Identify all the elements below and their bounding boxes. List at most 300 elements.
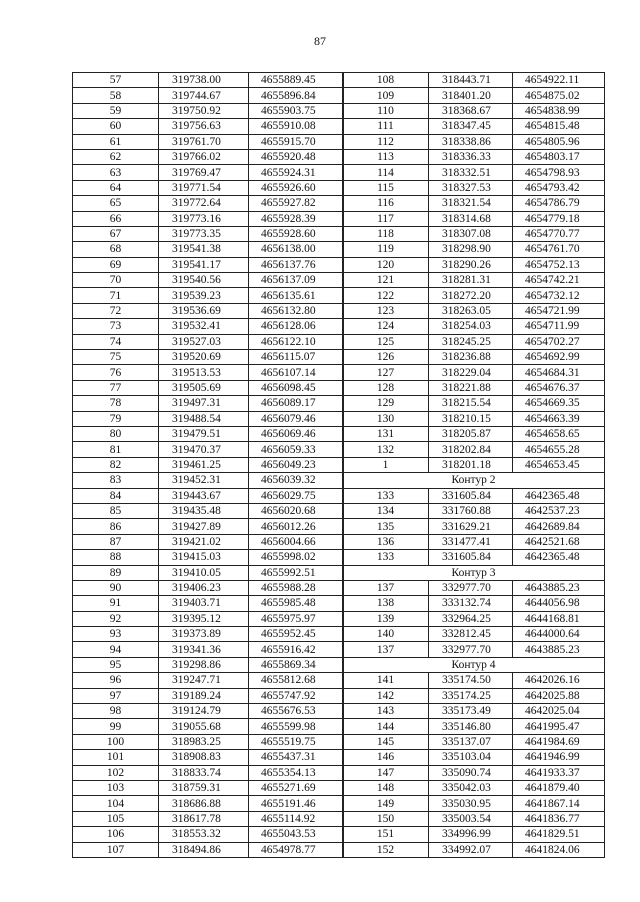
point-number: 137 [343, 580, 429, 595]
point-number: 114 [343, 165, 429, 180]
table-row [73, 719, 344, 734]
point-number: 107 [73, 842, 159, 857]
point-number: 93 [73, 627, 159, 642]
x-coordinate: 318983.25 [159, 734, 249, 749]
point-number: 62 [73, 149, 159, 164]
x-coordinate: 318298.90 [429, 242, 513, 257]
y-coordinate: 4641836.77 [513, 811, 605, 826]
table-row [73, 380, 344, 395]
y-coordinate: 4654798.93 [513, 165, 605, 180]
table-row [343, 180, 605, 195]
point-number: 138 [343, 596, 429, 611]
point-number: 65 [73, 196, 159, 211]
y-coordinate: 4656069.46 [249, 426, 344, 441]
table-row [73, 303, 344, 318]
point-number: 80 [73, 426, 159, 441]
table-row [73, 550, 344, 565]
point-number: 88 [73, 550, 159, 565]
y-coordinate: 4656059.33 [249, 442, 344, 457]
x-coordinate: 318201.18 [429, 457, 513, 472]
x-coordinate: 318221.88 [429, 380, 513, 395]
y-coordinate: 4642689.84 [513, 519, 605, 534]
table-row [343, 611, 605, 626]
table-row [343, 411, 605, 426]
x-coordinate: 335090.74 [429, 765, 513, 780]
x-coordinate: 319540.56 [159, 273, 249, 288]
y-coordinate: 4655747.92 [249, 688, 344, 703]
y-coordinate: 4655928.39 [249, 211, 344, 226]
point-number: 119 [343, 242, 429, 257]
y-coordinate: 4642025.88 [513, 688, 605, 703]
y-coordinate: 4656012.26 [249, 519, 344, 534]
y-coordinate: 4644168.81 [513, 611, 605, 626]
x-coordinate: 331477.41 [429, 534, 513, 549]
x-coordinate: 318321.54 [429, 196, 513, 211]
y-coordinate: 4656049.23 [249, 457, 344, 472]
x-coordinate: 319189.24 [159, 688, 249, 703]
table-row [343, 196, 605, 211]
y-coordinate: 4654655.28 [513, 442, 605, 457]
table-row [73, 734, 344, 749]
x-coordinate: 334992.07 [429, 842, 513, 857]
y-coordinate: 4655992.51 [249, 565, 344, 580]
point-number: 78 [73, 396, 159, 411]
y-coordinate: 4655998.02 [249, 550, 344, 565]
x-coordinate: 319520.69 [159, 350, 249, 365]
x-coordinate: 319773.16 [159, 211, 249, 226]
y-coordinate: 4654875.02 [513, 88, 605, 103]
point-number: 142 [343, 688, 429, 703]
table-row [73, 827, 344, 842]
y-coordinate: 4644000.64 [513, 627, 605, 642]
y-coordinate: 4656079.46 [249, 411, 344, 426]
point-number: 60 [73, 119, 159, 134]
y-coordinate: 4656020.68 [249, 503, 344, 518]
point-number: 87 [73, 534, 159, 549]
x-coordinate: 319461.25 [159, 457, 249, 472]
point-number: 61 [73, 134, 159, 149]
x-coordinate: 318327.53 [429, 180, 513, 195]
table-row [73, 273, 344, 288]
y-coordinate: 4655924.31 [249, 165, 344, 180]
point-number: 131 [343, 426, 429, 441]
x-coordinate: 331629.21 [429, 519, 513, 534]
point-number: 99 [73, 719, 159, 734]
point-number: 105 [73, 811, 159, 826]
table-row [343, 842, 605, 857]
y-coordinate: 4654669.35 [513, 396, 605, 411]
y-coordinate: 4655599.98 [249, 719, 344, 734]
table-row [73, 88, 344, 103]
table-row [73, 411, 344, 426]
table-row [73, 519, 344, 534]
table-row [343, 211, 605, 226]
point-number: 118 [343, 226, 429, 241]
table-row [73, 796, 344, 811]
x-coordinate: 319443.67 [159, 488, 249, 503]
point-number: 69 [73, 257, 159, 272]
y-coordinate: 4656137.09 [249, 273, 344, 288]
x-coordinate: 319298.86 [159, 657, 249, 672]
table-row [73, 396, 344, 411]
table-row [343, 780, 605, 795]
point-number: 70 [73, 273, 159, 288]
y-coordinate: 4654838.99 [513, 103, 605, 118]
table-row [73, 334, 344, 349]
table-row [73, 750, 344, 765]
point-number: 147 [343, 765, 429, 780]
point-number: 92 [73, 611, 159, 626]
y-coordinate: 4654711.99 [513, 319, 605, 334]
table-row [343, 734, 605, 749]
y-coordinate: 4641946.99 [513, 750, 605, 765]
point-number: 127 [343, 365, 429, 380]
table-row [343, 396, 605, 411]
table-row [343, 88, 605, 103]
point-number: 130 [343, 411, 429, 426]
y-coordinate: 4654805.96 [513, 134, 605, 149]
point-number: 90 [73, 580, 159, 595]
y-coordinate: 4655676.53 [249, 704, 344, 719]
y-coordinate: 4654692.99 [513, 350, 605, 365]
x-coordinate: 319505.69 [159, 380, 249, 395]
table-row [73, 673, 344, 688]
point-number: 125 [343, 334, 429, 349]
x-coordinate: 319415.03 [159, 550, 249, 565]
table-row [343, 596, 605, 611]
y-coordinate: 4654978.77 [249, 842, 344, 857]
point-number: 116 [343, 196, 429, 211]
x-coordinate: 318494.86 [159, 842, 249, 857]
y-coordinate: 4655916.42 [249, 642, 344, 657]
x-coordinate: 332812.45 [429, 627, 513, 642]
table-row [73, 642, 344, 657]
x-coordinate: 318833.74 [159, 765, 249, 780]
table-row [343, 719, 605, 734]
y-coordinate: 4655869.34 [249, 657, 344, 672]
section-title: Контур 2 [343, 473, 605, 488]
table-row [73, 473, 344, 488]
x-coordinate: 319527.03 [159, 334, 249, 349]
y-coordinate: 4656004.66 [249, 534, 344, 549]
table-row [343, 273, 605, 288]
point-number: 124 [343, 319, 429, 334]
x-coordinate: 335174.50 [429, 673, 513, 688]
table-row [343, 519, 605, 534]
table-row [73, 226, 344, 241]
y-coordinate: 4641879.40 [513, 780, 605, 795]
table-row [73, 180, 344, 195]
point-number: 143 [343, 704, 429, 719]
x-coordinate: 318553.32 [159, 827, 249, 842]
point-number: 72 [73, 303, 159, 318]
table-row [73, 242, 344, 257]
x-coordinate: 319479.51 [159, 426, 249, 441]
point-number: 91 [73, 596, 159, 611]
point-number: 146 [343, 750, 429, 765]
point-number: 106 [73, 827, 159, 842]
y-coordinate: 4655812.68 [249, 673, 344, 688]
y-coordinate: 4654779.18 [513, 211, 605, 226]
x-coordinate: 332964.25 [429, 611, 513, 626]
x-coordinate: 319756.63 [159, 119, 249, 134]
y-coordinate: 4643885.23 [513, 580, 605, 595]
table-row [343, 796, 605, 811]
y-coordinate: 4654732.12 [513, 288, 605, 303]
table-row [73, 103, 344, 118]
table-row [73, 580, 344, 595]
y-coordinate: 4641995.47 [513, 719, 605, 734]
x-coordinate: 319513.53 [159, 365, 249, 380]
y-coordinate: 4655271.69 [249, 780, 344, 795]
table-row [73, 842, 344, 857]
coordinates-table-right [342, 72, 605, 858]
table-row [343, 319, 605, 334]
y-coordinate: 4655926.60 [249, 180, 344, 195]
x-coordinate: 319761.70 [159, 134, 249, 149]
point-number: 141 [343, 673, 429, 688]
y-coordinate: 4642365.48 [513, 488, 605, 503]
point-number: 117 [343, 211, 429, 226]
point-number: 109 [343, 88, 429, 103]
y-coordinate: 4643885.23 [513, 642, 605, 657]
point-number: 133 [343, 488, 429, 503]
table-row [73, 627, 344, 642]
table-row [73, 688, 344, 703]
x-coordinate: 335103.04 [429, 750, 513, 765]
table-row [343, 350, 605, 365]
table-row [73, 503, 344, 518]
table-row [73, 565, 344, 580]
x-coordinate: 334996.99 [429, 827, 513, 842]
x-coordinate: 331605.84 [429, 488, 513, 503]
section-row [343, 473, 605, 488]
x-coordinate: 319769.47 [159, 165, 249, 180]
x-coordinate: 318368.67 [429, 103, 513, 118]
table-row [343, 103, 605, 118]
x-coordinate: 319532.41 [159, 319, 249, 334]
y-coordinate: 4655927.82 [249, 196, 344, 211]
y-coordinate: 4655519.75 [249, 734, 344, 749]
point-number: 112 [343, 134, 429, 149]
point-number: 132 [343, 442, 429, 457]
x-coordinate: 319772.64 [159, 196, 249, 211]
y-coordinate: 4641829.51 [513, 827, 605, 842]
point-number: 137 [343, 642, 429, 657]
point-number: 73 [73, 319, 159, 334]
point-number: 64 [73, 180, 159, 195]
y-coordinate: 4654663.39 [513, 411, 605, 426]
x-coordinate: 319541.38 [159, 242, 249, 257]
point-number: 133 [343, 550, 429, 565]
table-row [343, 550, 605, 565]
x-coordinate: 319373.89 [159, 627, 249, 642]
x-coordinate: 319410.05 [159, 565, 249, 580]
point-number: 149 [343, 796, 429, 811]
y-coordinate: 4656029.75 [249, 488, 344, 503]
point-number: 102 [73, 765, 159, 780]
table-row [343, 380, 605, 395]
table-row [343, 165, 605, 180]
y-coordinate: 4655354.13 [249, 765, 344, 780]
point-number: 79 [73, 411, 159, 426]
point-number: 122 [343, 288, 429, 303]
point-number: 68 [73, 242, 159, 257]
x-coordinate: 319421.02 [159, 534, 249, 549]
section-title: Контур 3 [343, 565, 605, 580]
table-row [73, 119, 344, 134]
x-coordinate: 318443.71 [429, 73, 513, 88]
x-coordinate: 318254.03 [429, 319, 513, 334]
table-row [73, 319, 344, 334]
y-coordinate: 4656098.45 [249, 380, 344, 395]
y-coordinate: 4654684.31 [513, 365, 605, 380]
point-number: 110 [343, 103, 429, 118]
x-coordinate: 318332.51 [429, 165, 513, 180]
y-coordinate: 4642521.68 [513, 534, 605, 549]
y-coordinate: 4655952.45 [249, 627, 344, 642]
table-row [73, 457, 344, 472]
table-row [73, 257, 344, 272]
x-coordinate: 318236.88 [429, 350, 513, 365]
y-coordinate: 4655920.48 [249, 149, 344, 164]
y-coordinate: 4655915.70 [249, 134, 344, 149]
y-coordinate: 4655043.53 [249, 827, 344, 842]
point-number: 151 [343, 827, 429, 842]
y-coordinate: 4655903.75 [249, 103, 344, 118]
table-row [73, 765, 344, 780]
y-coordinate: 4642026.16 [513, 673, 605, 688]
point-number: 108 [343, 73, 429, 88]
point-number: 89 [73, 565, 159, 580]
point-number: 115 [343, 180, 429, 195]
x-coordinate: 319124.79 [159, 704, 249, 719]
y-coordinate: 4654653.45 [513, 457, 605, 472]
point-number: 96 [73, 673, 159, 688]
y-coordinate: 4655896.84 [249, 88, 344, 103]
point-number: 145 [343, 734, 429, 749]
x-coordinate: 318314.68 [429, 211, 513, 226]
y-coordinate: 4644056.98 [513, 596, 605, 611]
x-coordinate: 318245.25 [429, 334, 513, 349]
x-coordinate: 331760.88 [429, 503, 513, 518]
table-row [343, 534, 605, 549]
table-row [343, 119, 605, 134]
point-number: 135 [343, 519, 429, 534]
table-row [343, 288, 605, 303]
table-row [343, 765, 605, 780]
x-coordinate: 319435.48 [159, 503, 249, 518]
y-coordinate: 4656122.10 [249, 334, 344, 349]
point-number: 103 [73, 780, 159, 795]
table-row [73, 611, 344, 626]
x-coordinate: 318202.84 [429, 442, 513, 457]
point-number: 140 [343, 627, 429, 642]
table-row [343, 580, 605, 595]
point-number: 63 [73, 165, 159, 180]
table-row [73, 365, 344, 380]
x-coordinate: 318215.54 [429, 396, 513, 411]
y-coordinate: 4641824.06 [513, 842, 605, 857]
x-coordinate: 318686.88 [159, 796, 249, 811]
y-coordinate: 4641984.69 [513, 734, 605, 749]
table-row [73, 196, 344, 211]
table-row [343, 827, 605, 842]
y-coordinate: 4655985.48 [249, 596, 344, 611]
table-row [73, 165, 344, 180]
x-coordinate: 319488.54 [159, 411, 249, 426]
table-row [73, 426, 344, 441]
point-number: 121 [343, 273, 429, 288]
x-coordinate: 331605.84 [429, 550, 513, 565]
table-row [73, 780, 344, 795]
table-row [343, 257, 605, 272]
y-coordinate: 4655889.45 [249, 73, 344, 88]
x-coordinate: 335173.49 [429, 704, 513, 719]
point-number: 104 [73, 796, 159, 811]
x-coordinate: 319395.12 [159, 611, 249, 626]
x-coordinate: 319247.71 [159, 673, 249, 688]
point-number: 77 [73, 380, 159, 395]
table-row [73, 288, 344, 303]
x-coordinate: 318347.45 [429, 119, 513, 134]
x-coordinate: 319541.17 [159, 257, 249, 272]
table-row [343, 73, 605, 88]
x-coordinate: 318307.08 [429, 226, 513, 241]
point-number: 111 [343, 119, 429, 134]
y-coordinate: 4642365.48 [513, 550, 605, 565]
y-coordinate: 4655975.97 [249, 611, 344, 626]
x-coordinate: 319403.71 [159, 596, 249, 611]
table-row [73, 657, 344, 672]
section-row [343, 657, 605, 672]
point-number: 148 [343, 780, 429, 795]
y-coordinate: 4654752.13 [513, 257, 605, 272]
point-number: 120 [343, 257, 429, 272]
x-coordinate: 335042.03 [429, 780, 513, 795]
point-number: 86 [73, 519, 159, 534]
point-number: 101 [73, 750, 159, 765]
y-coordinate: 4654793.42 [513, 180, 605, 195]
table-row [73, 704, 344, 719]
y-coordinate: 4641867.14 [513, 796, 605, 811]
table-row [73, 488, 344, 503]
section-title: Контур 4 [343, 657, 605, 672]
y-coordinate: 4641933.37 [513, 765, 605, 780]
table-row [343, 242, 605, 257]
x-coordinate: 319539.23 [159, 288, 249, 303]
x-coordinate: 335146.80 [429, 719, 513, 734]
point-number: 76 [73, 365, 159, 380]
point-number: 84 [73, 488, 159, 503]
x-coordinate: 319470.37 [159, 442, 249, 457]
point-number: 83 [73, 473, 159, 488]
x-coordinate: 335174.25 [429, 688, 513, 703]
point-number: 128 [343, 380, 429, 395]
x-coordinate: 318759.31 [159, 780, 249, 795]
point-number: 74 [73, 334, 159, 349]
y-coordinate: 4655910.08 [249, 119, 344, 134]
y-coordinate: 4655437.31 [249, 750, 344, 765]
x-coordinate: 319497.31 [159, 396, 249, 411]
point-number: 98 [73, 704, 159, 719]
point-number: 58 [73, 88, 159, 103]
x-coordinate: 318336.33 [429, 149, 513, 164]
table-row [343, 149, 605, 164]
x-coordinate: 319766.02 [159, 149, 249, 164]
table-row [343, 426, 605, 441]
x-coordinate: 318281.31 [429, 273, 513, 288]
